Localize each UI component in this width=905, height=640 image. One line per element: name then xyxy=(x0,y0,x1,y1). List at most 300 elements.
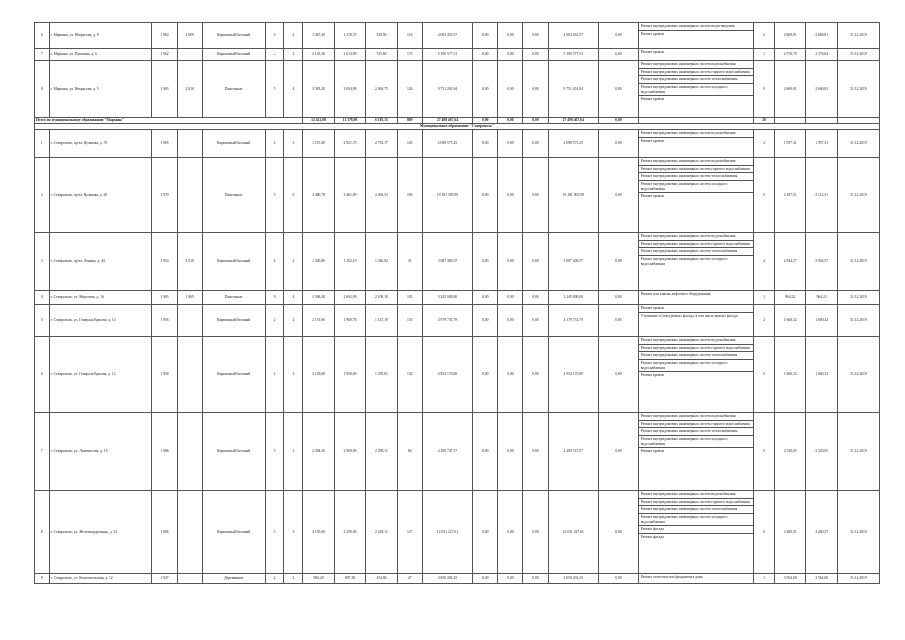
table-cell: 2 576,64 xyxy=(806,49,837,61)
table-cell: 4 480,70 xyxy=(303,158,334,233)
work-item: Ремонт внутридомовых инженерных систем теплоснабжения xyxy=(639,248,753,256)
table-cell: 0,00 xyxy=(498,574,523,584)
table-cell: 2 xyxy=(284,305,303,337)
table-cell: 1 954 xyxy=(152,233,177,291)
table-cell: 1 xyxy=(754,49,775,61)
table-cell: 2 010 xyxy=(177,233,202,291)
table-cell: 31.12.2019 xyxy=(837,291,879,305)
table-cell: 135 xyxy=(397,305,422,337)
table-cell: 4 xyxy=(265,233,284,291)
table-cell: 1 326,80 xyxy=(303,233,334,291)
table-cell: 2 xyxy=(284,49,303,61)
table-cell: 12 031 227,01 xyxy=(548,491,598,574)
work-item: Ремонт внутридомовых инженерных систем водоснабжения xyxy=(639,158,753,166)
table-cell: 0,00 xyxy=(523,233,548,291)
table-cell: 0,00 xyxy=(598,61,638,118)
work-item: Ремонт внутридомовых инженерных систем водоснабжения xyxy=(639,413,753,421)
table-cell: 2 692,00 xyxy=(334,291,365,305)
address-cell: г. Ставрополь, пр-кт. Ленина, д. 43 xyxy=(49,233,152,291)
table-body xyxy=(35,23,880,584)
table-cell: 2 063,75 xyxy=(366,61,397,118)
table-cell: 5 xyxy=(265,61,284,118)
work-item: Ремонт внутридомовых инженерных систем холодного водоснабжения xyxy=(640,256,728,266)
table-cell: 5 xyxy=(754,158,775,233)
table-cell: 0,00 xyxy=(523,305,548,337)
table-cell: 897,28 xyxy=(334,574,365,584)
table-cell: 2 298,11 xyxy=(366,413,397,491)
work-item: Ремонт кровли xyxy=(640,138,665,143)
table-cell: 0,00 xyxy=(498,491,523,574)
table-cell: 31.12.2019 xyxy=(837,130,879,158)
table-cell xyxy=(177,491,202,574)
table-cell: 2 xyxy=(284,337,303,413)
table-cell: 1 964 xyxy=(152,23,177,49)
table-cell: 2 900,00 xyxy=(334,413,365,491)
table-cell: 2 xyxy=(265,574,284,584)
address-cell: г. Марьина, ул. Пушкина, д. 6 xyxy=(49,49,152,61)
table-cell: 725,60 xyxy=(366,49,397,61)
table-cell: 193 xyxy=(397,158,422,233)
table-cell: 4 003 453,57 xyxy=(548,23,598,49)
table-cell: 3 383,40 xyxy=(303,61,334,118)
table-row xyxy=(35,305,880,337)
table-cell: 1 957,31 xyxy=(774,130,805,158)
table-cell: 0,00 xyxy=(598,49,638,61)
table-cell: 0,00 xyxy=(498,413,523,491)
table-row xyxy=(35,413,880,491)
work-item: Ремонт внутридомовых инженерных систем горячего водоснабжения xyxy=(639,421,753,429)
table-cell: 2 xyxy=(754,305,775,337)
table-cell: 127 xyxy=(397,491,422,574)
table-cell: 2 151,60 xyxy=(303,305,334,337)
table-cell: 0,00 xyxy=(523,491,548,574)
table-cell: 3 564,60 xyxy=(806,574,837,584)
table-cell: 2 014,90 xyxy=(334,49,365,61)
table-cell: 2 735,17 xyxy=(366,130,397,158)
work-item: Ремонт кровли xyxy=(640,50,665,54)
table-cell: 0,00 xyxy=(598,413,638,491)
work-item: Ремонт внутридомовых инженерных систем горячего водоснабжения xyxy=(639,166,753,174)
table-cell: 3 260,51 xyxy=(774,491,805,574)
address-cell: г. Ставрополь, ул. Ломоносова, д. 15 xyxy=(49,413,152,491)
table-cell: 2 xyxy=(265,337,284,413)
table-cell: 126 xyxy=(397,61,422,118)
total-cell: 27 498 467,64 xyxy=(548,118,598,124)
table-cell: 2 669,03 xyxy=(806,61,837,118)
table-cell: 3 xyxy=(284,130,303,158)
table-cell: 183 xyxy=(397,291,422,305)
table-cell: 5 xyxy=(265,491,284,574)
table-row xyxy=(35,130,880,158)
table-cell: 4 954 170,00 xyxy=(548,337,598,413)
table-cell: 0,00 xyxy=(473,23,498,49)
table-cell: 4 954 170,00 xyxy=(422,337,472,413)
table-cell: 2 109,10 xyxy=(366,291,397,305)
table-cell: 3 245 000,00 xyxy=(422,291,472,305)
table-cell xyxy=(177,305,202,337)
table-cell: 9 751 201,84 xyxy=(548,61,598,118)
table-cell: 1 218,70 xyxy=(334,23,365,49)
works-cell xyxy=(638,305,753,337)
total-count: 20 xyxy=(754,118,775,124)
works-cell xyxy=(638,158,753,233)
work-item: Ремонт внутридомовых инженерных систем теплоснабжения xyxy=(639,173,753,181)
table-cell: 2 010 xyxy=(177,61,202,118)
table-cell: 1 xyxy=(754,574,775,584)
works-cell xyxy=(638,491,753,574)
table-cell: 12 031 227,01 xyxy=(422,491,472,574)
table-cell: Кирпичный/блочный xyxy=(202,23,265,49)
table-cell: 4 179 733,79 xyxy=(548,305,598,337)
table-cell: 1 965 xyxy=(152,61,177,118)
total-label: Итого по муниципальному образованию "Марьина" xyxy=(35,118,303,124)
works-cell xyxy=(638,23,753,49)
table-cell: 3 259,00 xyxy=(334,491,365,574)
work-item: Ремонт внутридомовых инженерных систем холодного водоснабжения xyxy=(639,360,753,372)
table-cell: 3 xyxy=(35,233,50,291)
table-cell: 2 187,51 xyxy=(774,158,805,233)
table-row xyxy=(35,158,880,233)
table-cell: 0,00 xyxy=(473,305,498,337)
table-cell: Панельные xyxy=(202,61,265,118)
table-cell: 1 660,32 xyxy=(774,305,805,337)
table-cell: 2 669,01 xyxy=(806,23,837,49)
total-cell: 12 412,80 xyxy=(303,118,334,124)
table-row xyxy=(35,61,880,118)
works-cell xyxy=(638,130,753,158)
table-cell: 0,00 xyxy=(498,291,523,305)
table-cell: 1 292,10 xyxy=(334,233,365,291)
table-cell: 5 xyxy=(35,305,50,337)
table-cell: 0,00 xyxy=(498,49,523,61)
table-cell: 4 209 747,57 xyxy=(548,413,598,491)
works-cell xyxy=(638,337,753,413)
table-cell: 3 xyxy=(265,23,284,49)
table-cell: 1 xyxy=(35,130,50,158)
table-cell xyxy=(177,574,202,584)
table-cell: 1 660,32 xyxy=(774,337,805,413)
table-cell: 31.12.2019 xyxy=(837,574,879,584)
table-cell: 4 209 747,57 xyxy=(422,413,472,491)
table-row xyxy=(35,291,880,305)
work-item: Ремонт внутридомовых инженерных систем горячего водоснабжения xyxy=(639,241,753,249)
table-cell: 2 669,01 xyxy=(774,61,805,118)
work-item: Ремонт кровли xyxy=(640,97,665,102)
table-cell: 0,00 xyxy=(473,158,498,233)
table-cell: 4 003 453,57 xyxy=(422,23,472,49)
table-cell xyxy=(177,49,202,61)
table-cell: 0,00 xyxy=(523,23,548,49)
table-cell: 3 461,90 xyxy=(334,158,365,233)
table-cell: 2 112,51 xyxy=(806,158,837,233)
work-item: Ремонт внутридомовых инженерных систем теплоснабжения xyxy=(639,506,753,514)
table-cell: 0,00 xyxy=(473,413,498,491)
works-cell xyxy=(638,413,753,491)
table-cell: 5 xyxy=(265,158,284,233)
table-cell: 31.12.2019 xyxy=(837,413,879,491)
table-cell: 1 966 xyxy=(152,413,177,491)
table-cell: 9 xyxy=(35,574,50,584)
address-cell: г. Ставрополь, ул. Генерала Ершова, д. 12 xyxy=(49,337,152,413)
table-cell: Панельные xyxy=(202,158,265,233)
address-cell: г. Ставрополь, ул. Генерала Ершова, д. 14 xyxy=(49,305,152,337)
table-cell: 1 960,70 xyxy=(334,305,365,337)
table-cell: 0,00 xyxy=(498,130,523,158)
table-cell: 2 944,57 xyxy=(806,233,837,291)
table-cell: 1 966 xyxy=(152,491,177,574)
table-cell: 2 xyxy=(284,23,303,49)
table-cell: 0,00 xyxy=(473,130,498,158)
table-cell: 3 245 000,00 xyxy=(548,291,598,305)
table-cell: Кирпичный/блочный xyxy=(202,491,265,574)
table-cell: 10 181 305,99 xyxy=(548,158,598,233)
work-item: Ремонт внутридомовых инженерных систем холодного водоснабжения xyxy=(639,181,753,193)
section-heading: Муниципальное образование "Ставрополь" xyxy=(35,124,880,130)
address-cell: г. Ставрополь, пр-кт. Кулакова, д. 29 xyxy=(49,158,152,233)
table-cell: Кирпичный/блочный xyxy=(202,49,265,61)
table-cell: 0,00 xyxy=(473,291,498,305)
work-item: Ремонт внутридомовых инженерных систем холодного водоснабжения xyxy=(639,84,753,96)
work-item: Утепление и (или) ремонт фасада, в том числе ремонт фасада xyxy=(640,313,738,318)
table-cell: 4 xyxy=(35,291,50,305)
works-cell xyxy=(638,291,753,305)
table-cell: 2 944,57 xyxy=(774,233,805,291)
table-cell: 2 098 575,25 xyxy=(548,130,598,158)
table-cell: 6 xyxy=(35,23,50,49)
table-row xyxy=(35,491,880,574)
table-cell: 6 xyxy=(284,158,303,233)
table-cell: 5 xyxy=(265,413,284,491)
table-cell: 0,00 xyxy=(598,233,638,291)
table-cell: 0,00 xyxy=(498,61,523,118)
table-cell: 172 xyxy=(397,49,422,61)
table-cell: 0,00 xyxy=(498,337,523,413)
table-cell: 31.12.2019 xyxy=(837,158,879,233)
work-item: Ремонт внутридомовых инженерных систем горячего водоснабжения xyxy=(639,69,753,77)
table-cell: 4 979 733,79 xyxy=(422,305,472,337)
table-cell: 1 965 xyxy=(152,291,177,305)
table-cell: 0,00 xyxy=(473,49,498,61)
total-cell: 0,00 xyxy=(498,118,523,124)
work-item: Ремонт внутридомовых инженерных систем водоснабжения xyxy=(639,233,753,241)
table-cell: 2 098 575,25 xyxy=(422,130,472,158)
table-cell: 8 xyxy=(35,61,50,118)
table-cell: Кирпичный/блочный xyxy=(202,413,265,491)
table-cell: 31.12.2019 xyxy=(837,233,879,291)
total-cell: 0,00 xyxy=(473,118,498,124)
work-item: Ремонт внутридомовых инженерных систем холодного водоснабжения xyxy=(639,436,753,448)
table-cell: 0,00 xyxy=(523,337,548,413)
table-cell: 2 520,05 xyxy=(806,413,837,491)
table-cell: Панельные xyxy=(202,291,265,305)
table-cell: 31.12.2019 xyxy=(837,23,879,49)
table-cell: — xyxy=(265,49,284,61)
table-cell: 3 xyxy=(284,413,303,491)
table-cell: 0,00 xyxy=(523,291,548,305)
table-cell: 1 965 xyxy=(177,291,202,305)
table-cell: 31.12.2019 xyxy=(837,49,879,61)
table-cell: Кирпичный/блочный xyxy=(202,305,265,337)
table-cell: 7 xyxy=(35,413,50,491)
table-cell xyxy=(177,130,202,158)
works-cell xyxy=(638,49,753,61)
table-cell: 2 xyxy=(35,158,50,233)
table-cell xyxy=(177,413,202,491)
table-cell: 2 xyxy=(754,130,775,158)
table-cell: 0,00 xyxy=(598,23,638,49)
table-cell: 0,00 xyxy=(473,61,498,118)
table-cell: 4 xyxy=(284,61,303,118)
table-cell: 3 155,60 xyxy=(303,491,334,574)
total-cell: 6 185,15 xyxy=(366,118,397,124)
table-cell: 1 660,32 xyxy=(806,337,837,413)
table-cell: Кирпичный/блочный xyxy=(202,337,265,413)
work-item: Ремонт кровли xyxy=(640,449,665,454)
table-cell: 1 326,82 xyxy=(366,233,397,291)
table-cell: 0,00 xyxy=(523,130,548,158)
table-cell: 0,00 xyxy=(523,158,548,233)
table-cell: 145 xyxy=(397,130,422,158)
table-cell: 1 947 xyxy=(152,574,177,584)
table-cell: 0,00 xyxy=(598,291,638,305)
table-cell: 31.12.2019 xyxy=(837,337,879,413)
table-cell: 0,00 xyxy=(523,413,548,491)
table-cell: 0,00 xyxy=(498,158,523,233)
table-row xyxy=(35,233,880,291)
work-item: Ремонт кровли xyxy=(640,194,665,199)
table-cell: 0,00 xyxy=(473,574,498,584)
table-cell: 5 100 577,51 xyxy=(548,49,598,61)
address-cell: г. Ставрополь, ул. Железнодорожная, д. 33 xyxy=(49,491,152,574)
total-cell: 809 xyxy=(397,118,422,124)
table-cell: 0,00 xyxy=(498,305,523,337)
table-cell: 2 129,60 xyxy=(303,337,334,413)
table-cell: 6 xyxy=(754,491,775,574)
table-cell: 2 921,70 xyxy=(334,130,365,158)
table-cell: 0,00 xyxy=(598,337,638,413)
table-cell: 5 xyxy=(754,61,775,118)
work-item: Ремонт внутридомовых инженерных систем теплоснабжения xyxy=(639,76,753,84)
work-item: Ремонт кровли xyxy=(640,31,665,36)
table-cell: 2 576,70 xyxy=(774,49,805,61)
table-cell: 1 167,00 xyxy=(303,130,334,158)
total-cell: 0,00 xyxy=(598,118,638,124)
table-cell: 2 009 xyxy=(177,23,202,49)
table-cell: 330,90 xyxy=(366,23,397,49)
register-page xyxy=(34,22,880,584)
table-cell: 2 520,05 xyxy=(774,413,805,491)
table-cell: 4 xyxy=(284,291,303,305)
total-cell: 0,00 xyxy=(523,118,548,124)
table-cell: 3 368,40 xyxy=(303,291,334,305)
work-item: Ремонт внутридомовых инженерных систем теплоснабжения xyxy=(639,352,753,360)
table-cell: 31.12.2019 xyxy=(837,305,879,337)
table-cell: 1 962 xyxy=(152,49,177,61)
table-cell: 31 xyxy=(397,233,422,291)
table-cell: 116 xyxy=(397,23,422,49)
repair-register-table xyxy=(34,22,880,584)
table-cell: 1 950,00 xyxy=(334,337,365,413)
table-cell: 2 xyxy=(265,305,284,337)
works-cell xyxy=(638,61,753,118)
table-cell: 8 xyxy=(35,491,50,574)
table-cell: 1 070,81 xyxy=(366,337,397,413)
work-item: Ремонт кровли xyxy=(639,305,753,313)
table-cell: 5 100 577,51 xyxy=(422,49,472,61)
work-item: Ремонт внутридомовых инженерных систем холодного водоснабжения xyxy=(639,514,753,526)
address-cell: г. Ставрополь, пр-кт. Кулакова, д. 70 xyxy=(49,130,152,158)
total-cell: 11 378,90 xyxy=(334,118,365,124)
table-cell: 254,86 xyxy=(366,574,397,584)
table-cell: Кирпичный/блочный xyxy=(202,233,265,291)
table-cell: 132 xyxy=(397,337,422,413)
table-cell: 0,00 xyxy=(473,491,498,574)
table-cell: 2 463,53 xyxy=(366,158,397,233)
table-cell: 3 094,90 xyxy=(334,61,365,118)
table-cell: 4 xyxy=(754,233,775,291)
work-item: Ремонт внутридомовых инженерных систем водоснабжения xyxy=(639,61,753,69)
table-cell: 2 xyxy=(284,233,303,291)
table-cell: 3 564,60 xyxy=(774,574,805,584)
address-cell: г. Ставрополь, ул. Морозова, д. 16 xyxy=(49,291,152,305)
work-item: Ремонт внутридомовых инженерных систем горячего водоснабжения xyxy=(639,499,753,507)
table-cell: 0,00 xyxy=(473,233,498,291)
table-cell: 0,00 xyxy=(523,49,548,61)
table-cell: 3 087 400,57 xyxy=(548,233,598,291)
table-cell: 0,00 xyxy=(598,130,638,158)
table-cell: 31.12.2019 xyxy=(837,491,879,574)
table-cell: 964,22 xyxy=(774,291,805,305)
table-cell: 3 650 202,25 xyxy=(422,574,472,584)
work-item: Ремонт внутридомовых инженерных систем водоснабжения xyxy=(639,491,753,499)
table-cell: 5 xyxy=(754,337,775,413)
table-cell: 10 181 305,99 xyxy=(422,158,472,233)
table-cell: 2 304,20 xyxy=(303,413,334,491)
table-cell: 7 xyxy=(35,49,50,61)
table-cell: 0,00 xyxy=(498,23,523,49)
work-item: Ремонт внутридомовых инженерных систем водоотведения xyxy=(639,23,753,31)
work-item: Ремонт отмостки или фундамента дома xyxy=(640,575,703,579)
table-cell: 0,00 xyxy=(598,491,638,574)
table-cell xyxy=(177,337,202,413)
table-cell: 3 087 400,57 xyxy=(422,233,472,291)
table-cell xyxy=(177,158,202,233)
work-item: Ремонт внутридомовых инженерных систем водоснабжения xyxy=(639,130,753,138)
work-item: Ремонт внутридомовых инженерных систем водоснабжения xyxy=(639,337,753,345)
total-cell: 27 498 467,64 xyxy=(422,118,472,124)
address-cell: г. Ставрополь, ул. Комсомольская, д. 12 xyxy=(49,574,152,584)
table-cell: 3 260,57 xyxy=(806,491,837,574)
table-cell: 0,00 xyxy=(473,337,498,413)
table-cell: 2 669,01 xyxy=(774,23,805,49)
table-cell: 0,00 xyxy=(598,305,638,337)
table-cell: 2 xyxy=(284,574,303,584)
table-cell: 1 965 xyxy=(152,130,177,158)
work-item: Ремонт фасада xyxy=(639,526,753,534)
table-cell: 6 xyxy=(35,337,50,413)
table-cell: 9 xyxy=(265,291,284,305)
address-cell: г. Марьина, ул. Некрасова, д. 8 xyxy=(49,23,152,49)
table-cell: Деревянные xyxy=(202,574,265,584)
work-item: Ремонт внутридомовых инженерных систем теплоснабжения xyxy=(639,428,753,436)
table-row xyxy=(35,337,880,413)
address-cell: г. Марьина, ул. Некрасова, д. 5 xyxy=(49,61,152,118)
table-row xyxy=(35,23,880,49)
work-item: Ремонт внутридомовых инженерных систем горячего водоснабжения xyxy=(639,345,753,353)
table-cell: 2 145,30 xyxy=(303,49,334,61)
table-row xyxy=(35,574,880,584)
work-item: Ремонт или замена лифтового оборудования xyxy=(640,292,711,296)
